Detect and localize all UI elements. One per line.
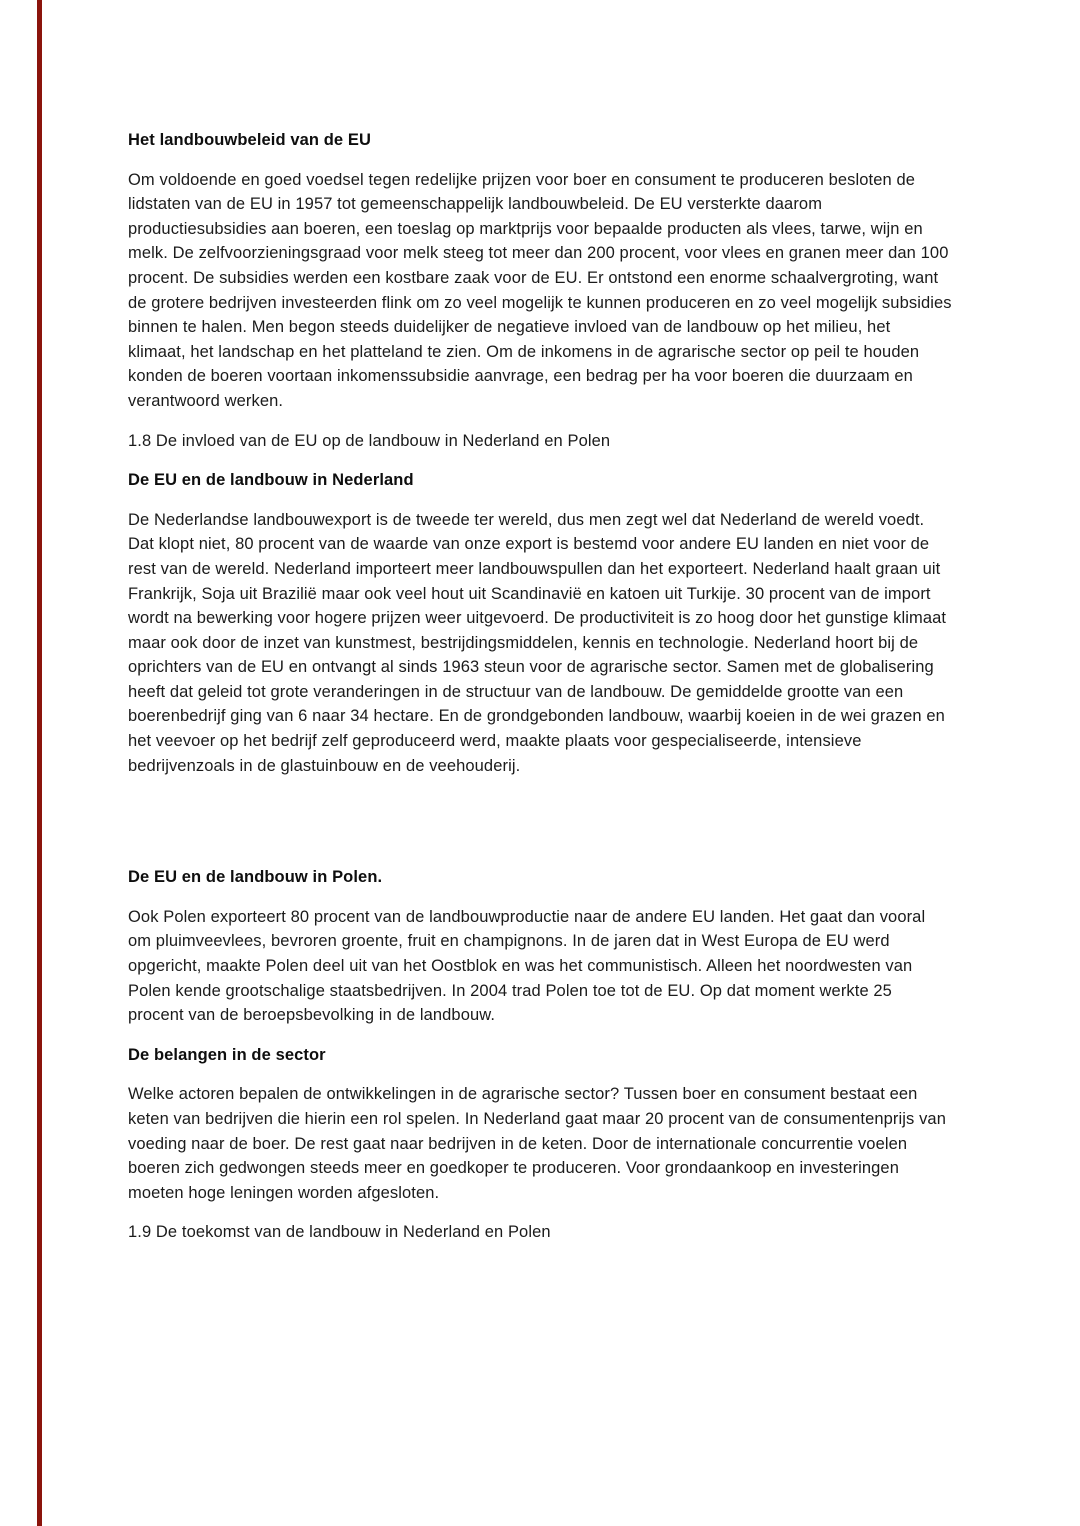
- blank-lines-spacer: [128, 793, 952, 865]
- section-heading-eu-landbouw-nederland: De EU en de landbouw in Nederland: [128, 471, 414, 490]
- paragraph-landbouwbeleid: Om voldoende en goed voedsel tegen redelijke prijzen voor boer en consument te produceren besloten de lidstaten van de EU in 1957 tot gemeenschappelijk landbouwbeleid. De EU versterkte daarom productiesubsidies aan boeren, een toeslag op marktprijs voor bepaalde producten als vlees, tarwe, wijn en melk. De zelfvoorzieningsgraad voor melk steeg tot meer dan 200 procent, voor vlees en granen meer dan 100 procent. De subsidies werden een kostbare zaak voor de EU. Er ontstond een enorme schaalvergroting, want de grotere bedrijven investeerden flink om zo veel mogelijk te kunnen produceren en zo veel mogelijk subsidies binnen te halen. Men begon steeds duidelijker de negatieve invloed van de landbouw op het milieu, het klimaat, het landschap en het platteland te zien. Om de inkomens in de agrarische sector op peil te houden konden de boeren voortaan inkomenssubsidie aanvrage, een bedrag per ha voor boeren die duurzaam en verantwoord werken.: [128, 170, 952, 410]
- document-body: [128, 128, 952, 1260]
- paragraph-eu-landbouw-nederland: De Nederlandse landbouwexport is de tweede ter wereld, dus men zegt wel dat Nederland de wereld voedt. Dat klopt niet, 80 procent van de waarde van onze export is bestemd voor andere EU landen en niet voor de rest van de wereld. Nederland importeert meer landbouwspullen dan het exporteert. Nederland haalt graan uit Frankrijk, Soja uit Brazilië maar ook veel hout uit Scandinavië en katoen uit Turkije. 30 procent van de import wordt na bewerking voor hogere prijzen weer uitgevoerd. De productiviteit is zo hoog door het gunstige klimaat maar ook door de inzet van kunstmest, bestrijdingsmiddelen, kennis en technologie. Nederland hoort bij de oprichters van de EU en ontvangt al sinds 1963 steun voor de agrarische sector. Samen met de globalisering heeft dat geleid tot grote veranderingen in de structuur van de landbouw. De gemiddelde grootte van een boerenbedrijf ging van 6 naar 34 hectare. En de grondgebonden landbouw, waarbij koeien in de wei grazen en het veevoer op het bedrijf zelf geproduceerd werd, maakte plaats voor gespecialiseerde, intensieve bedrijvenzoals in de glastuinbouw en de veehouderij.: [128, 510, 947, 775]
- subsection-label-1-9: 1.9 De toekomst van de landbouw in Nederland en Polen: [128, 1223, 551, 1242]
- section-heading-belangen-sector: De belangen in de sector: [128, 1045, 326, 1064]
- section-heading-eu-landbouw-polen: De EU en de landbouw in Polen.: [128, 868, 383, 887]
- paragraph-belangen-sector: Welke actoren bepalen de ontwikkelingen in de agrarische sector? Tussen boer en consument bestaat een keten van bedrijven die hierin een rol spelen. In Nederland gaat maar 20 procent van de consumentenprijs van voeding naar de boer. De rest gaat naar bedrijven in de keten. Door de internationale concurrentie voelen boeren zich gedwongen steeds meer en goedkoper te produceren. Voor grondaankoop en investeringen moeten hoge leningen worden afgesloten.: [128, 1085, 946, 1202]
- section-heading-landbouwbeleid: Het landbouwbeleid van de EU: [128, 131, 372, 149]
- paragraph-eu-landbouw-polen: Ook Polen exporteert 80 procent van de landbouwproductie naar de andere EU landen. Het gaat dan vooral om pluimveevlees, bevroren groente, fruit en champignons. In de jaren dat in West Europa de EU werd opgericht, maakte Polen deel uit van het Oostblok en was het communistisch. Alleen het noordwesten van Polen kende grootschalige staatsbedrijven. In 2004 trad Polen toe tot de EU. Op dat moment werkte 25 procent van de beroepsbevolking in de landbouw.: [128, 907, 926, 1025]
- page-edge-accent-bar: [37, 0, 42, 1526]
- subsection-label-1-8: 1.8 De invloed van de EU op de landbouw in Nederland en Polen: [128, 431, 611, 450]
